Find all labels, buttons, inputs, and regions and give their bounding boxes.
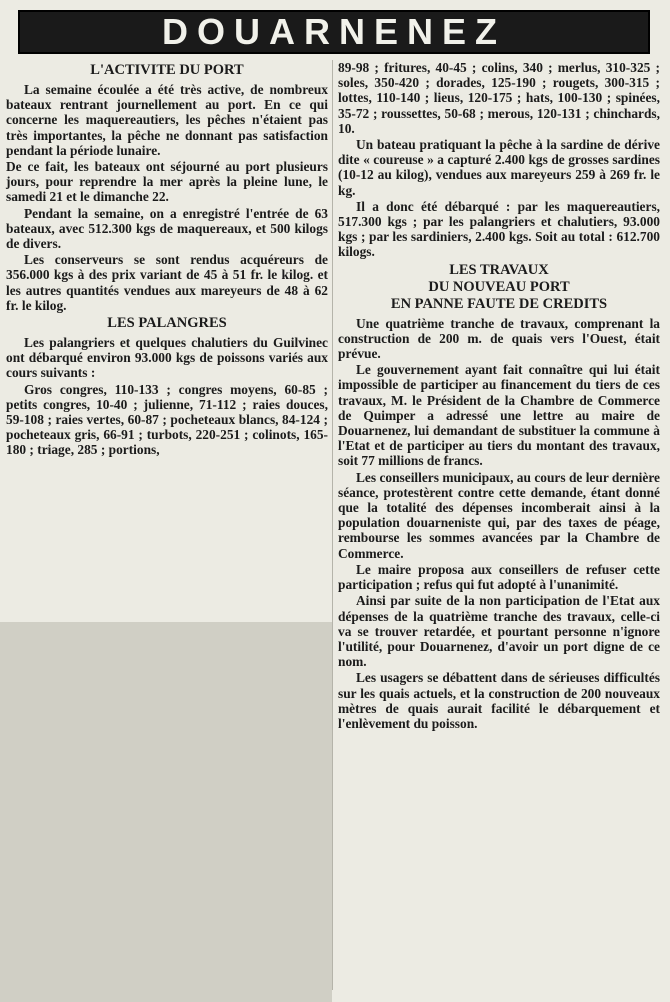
heading-line: DU NOUVEAU PORT: [428, 278, 570, 295]
article-paragraph: Les conserveurs se sont rendus acquéreurs de 356.000 kgs à des prix variant de 45 à 51 fr. le kilog. et les autres quantités vendues aux mareyeurs de 48 à 62 fr. le kilog.: [6, 252, 328, 313]
heading-activite-port: L'ACTIVITE DU PORT: [90, 62, 244, 78]
article-paragraph: Pendant la semaine, on a enregistré l'entrée de 63 bateaux, avec 512.300 kgs de maquereaux, et 500 kilogs de divers.: [6, 205, 328, 252]
article-paragraph: Il a donc été débarqué : par les maquereautiers, 517.300 kgs ; par les palangriers et chalutiers, 93.000 kgs ; par les sardiniers, 2.400 kgs. Soit au total : 612.700 kilogs.: [338, 198, 660, 260]
masthead-title: DOUARNENEZ: [161, 11, 506, 52]
blank-paper-area: [0, 622, 332, 1002]
article-paragraph: Les conseillers municipaux, au cours de leur dernière séance, protestèrent contre cette demande, étant donné que la totalité des dépenses incomberait ainsi à la population douarneniste qui, par des taxes de péage, rembourse les sommes avancées par la Chambre de Commerce.: [338, 469, 660, 561]
masthead-banner: [18, 10, 650, 54]
heading-line: LES TRAVAUX: [449, 261, 549, 278]
article-paragraph: Les palangriers et quelques chalutiers du Guilvinec ont débarqué environ 93.000 kgs de poissons variés aux cours suivants :: [6, 335, 328, 381]
price-list-paragraph: Gros congres, 110-133 ; congres moyens, 60-85 ; petits congres, 10-40 ; julienne, 71-112 ; raies douces, 59-108 ; raies vertes, 60-87 ; pocheteaux blancs, 84-124 ; pocheteaux gris, 66-91 ; turbots, 220-251 ; colinots, 165-180 ; triage, 285 ; portions,: [6, 381, 328, 458]
heading-line: EN PANNE FAUTE DE CREDITS: [390, 295, 608, 312]
article-paragraph: Le maire proposa aux conseillers de refuser cette participation ; refus qui fut adopté à l'unanimité.: [338, 561, 660, 593]
heading-palangres: LES PALANGRES: [107, 315, 227, 332]
article-paragraph: La semaine écoulée a été très active, de nombreux bateaux rentrant journellement au port. En ce qui concerne les maquereautiers, les pêches n'étaient pas très importantes, la pêche ne donnant pas satisfaction pendant la période lunaire.: [6, 82, 328, 158]
article-paragraph: Le gouvernement ayant fait connaître qui lui était impossible de participer au financement du tiers de ces travaux, M. le Président de la Chambre de Commerce de Quimper a adressé une lettre au maire de Douarnenez, lui demandant de substituer la commune à l'Etat et de participer au tiers du montant des travaux, soit 77 millions de francs.: [338, 362, 660, 469]
article-paragraph: Ainsi par suite de la non participation de l'Etat aux dépenses de la quatrième tranche des travaux, celle-ci va se trouver retardée, et pourtant personne n'ignore l'utilité, pour Douarnenez, d'avoir un port digne de ce nom.: [338, 593, 660, 670]
article-paragraph: Un bateau pratiquant la pêche à la sardine de dérive dite « coureuse » a capturé 2.400 kgs de grosses sardines (10-12 au kilog), vendues aux mareyeurs 259 à 269 fr. le kg.: [338, 137, 660, 198]
column-divider: [332, 60, 333, 990]
article-paragraph: Une quatrième tranche de travaux, comprenant la construction de 200 m. de quais vers l'Ouest, était prévue.: [338, 315, 660, 362]
heading-travaux-nouveau-port: [338, 262, 660, 313]
price-list-continuation: 89-98 ; fritures, 40-45 ; colins, 340 ; merlus, 310-325 ; soles, 350-420 ; dorades, 125-190 ; rougets, 300-315 ; lottes, 110-140 ; lieus, 120-175 ; hats, 100-130 ; spinées, 35-72 ; roussettes, 50-68 ; merous, 120-131 ; chinchards, 10.: [338, 60, 660, 136]
article-paragraph: Les usagers se débattent dans de sérieuses difficultés sur les quais actuels, et la construction de 200 nouveaux mètres de quais aurait facilité le débarquement et l'enlèvement du poisson.: [338, 670, 660, 731]
right-column: [338, 60, 660, 732]
left-column: [6, 60, 328, 459]
article-paragraph: De ce fait, les bateaux ont séjourné au port plusieurs jours, pour reprendre la mer après la pleine lune, le samedi 21 et le dimanche 22.: [6, 159, 328, 205]
